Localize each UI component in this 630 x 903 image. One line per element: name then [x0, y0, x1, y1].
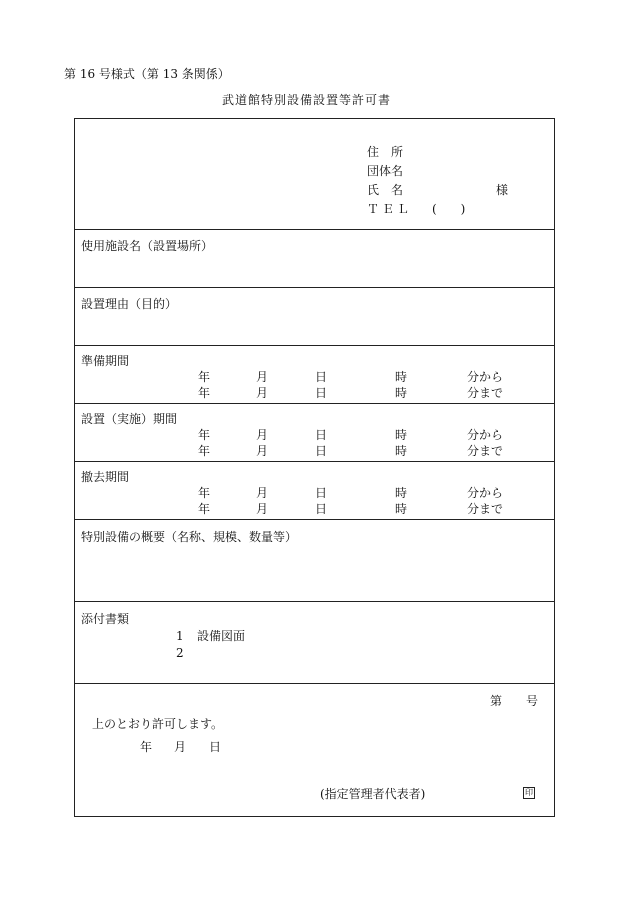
attachment-number: 1 [176, 629, 184, 643]
approval-month-unit: 月 [174, 740, 187, 754]
divider [75, 287, 554, 288]
hour-unit: 時 [395, 486, 408, 500]
hour-unit: 時 [395, 502, 408, 516]
address-label: 住 所 [367, 145, 404, 159]
preparation-period-label: 準備期間 [81, 354, 130, 368]
form-table [74, 118, 555, 817]
facility-label: 使用施設名（設置場所） [81, 239, 214, 253]
installation-period-label: 設置（実施）期間 [81, 412, 178, 426]
month-unit: 月 [256, 428, 269, 442]
tel-area-code-paren: ( ) [432, 202, 466, 216]
seal-mark: 印 [525, 788, 533, 797]
attachment-text: 設備図面 [197, 629, 246, 643]
day-unit: 日 [315, 486, 328, 500]
approval-statement: 上のとおり許可します。 [92, 717, 224, 731]
month-unit: 月 [256, 370, 269, 384]
divider [75, 683, 554, 684]
honorific-label: 様 [496, 183, 509, 197]
from-label: 分から [467, 486, 504, 500]
form-number: 第 16 号様式（第 13 条関係） [64, 67, 230, 81]
divider [75, 403, 554, 404]
hour-unit: 時 [395, 370, 408, 384]
permit-number-prefix: 第 [490, 694, 503, 708]
from-label: 分から [467, 370, 504, 384]
day-unit: 日 [315, 370, 328, 384]
year-unit: 年 [198, 370, 211, 384]
year-unit: 年 [198, 444, 211, 458]
year-unit: 年 [198, 486, 211, 500]
month-unit: 月 [256, 386, 269, 400]
month-unit: 月 [256, 502, 269, 516]
permit-number-suffix: 号 [526, 694, 539, 708]
approval-day-unit: 日 [209, 740, 222, 754]
month-unit: 月 [256, 444, 269, 458]
until-label: 分まで [467, 444, 504, 458]
divider [75, 519, 554, 520]
hour-unit: 時 [395, 386, 408, 400]
tel-label: ＴＥＬ [367, 202, 413, 216]
from-label: 分から [467, 428, 504, 442]
day-unit: 日 [315, 502, 328, 516]
equipment-overview-label: 特別設備の概要（名称、規模、数量等） [81, 530, 298, 544]
divider [75, 461, 554, 462]
year-unit: 年 [198, 502, 211, 516]
divider [75, 601, 554, 602]
until-label: 分まで [467, 386, 504, 400]
divider [75, 345, 554, 346]
year-unit: 年 [198, 386, 211, 400]
until-label: 分まで [467, 502, 504, 516]
hour-unit: 時 [395, 444, 408, 458]
year-unit: 年 [198, 428, 211, 442]
name-label: 氏 名 [367, 183, 404, 197]
day-unit: 日 [315, 444, 328, 458]
removal-period-label: 撤去期間 [81, 470, 130, 484]
group-name-label: 団体名 [367, 164, 404, 178]
approval-year-unit: 年 [140, 740, 153, 754]
document-title: 武道館特別設備設置等許可書 [222, 93, 392, 107]
day-unit: 日 [315, 428, 328, 442]
attachments-label: 添付書類 [81, 612, 130, 626]
reason-label: 設置理由（目的） [81, 297, 178, 311]
divider [75, 229, 554, 230]
day-unit: 日 [315, 386, 328, 400]
signer-label: (指定管理者代表者) [320, 787, 426, 801]
attachment-number: 2 [176, 646, 184, 660]
month-unit: 月 [256, 486, 269, 500]
hour-unit: 時 [395, 428, 408, 442]
